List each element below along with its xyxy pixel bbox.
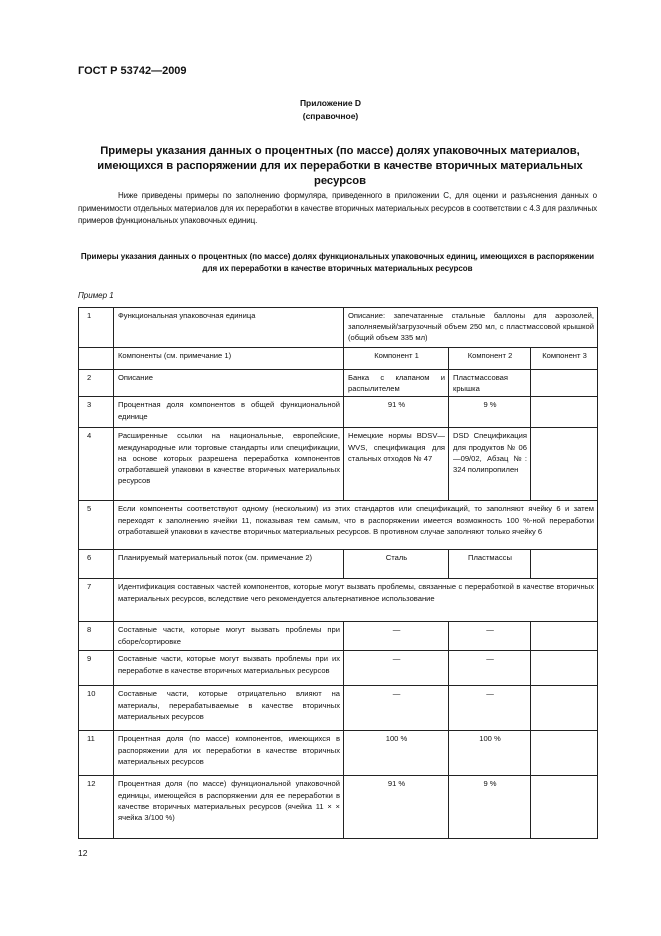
component-2-cell: 9 % [449, 397, 531, 428]
component-3-cell [531, 651, 598, 686]
appendix-title: Приложение D [299, 98, 362, 108]
row-label: Процентная доля (по массе) функциональной упаковочной единицы, имеющейся в распоряжении для ее переработки в качестве вторичных материальных ресурсов (ячейка 11 × × ячейка 3/100 %) [114, 776, 344, 839]
component-3-cell [531, 731, 598, 776]
table-row [79, 651, 598, 686]
row-number: 8 [79, 622, 114, 651]
row-number: 3 [79, 397, 114, 428]
component-1-cell: Немецкие нормы BDSV—WVS, спецификация для стальных отходов № 47 [344, 428, 449, 501]
component-2-cell: Пластмассы [449, 550, 531, 579]
table-row [79, 370, 598, 397]
row-number: 12 [79, 776, 114, 839]
component-1-cell: 91 % [344, 397, 449, 428]
table-row [79, 686, 598, 731]
intro-paragraph: Ниже приведены примеры по заполнению формуляра, приведенного в приложении С, для оценки и разъяснения данных о применимости отдельных материалов для их переработки в качестве вторичных материальных ресурсов в соответствии с 4.3 для различных примеров функциональных упаковочных единиц. [78, 191, 597, 225]
table-row [79, 501, 598, 550]
page-title: Примеры указания данных о процентных (по массе) долях упаковочных материалов, имеющихся в распоряжении для их переработки в качестве вторичных материальных ресурсов [97, 145, 583, 187]
component-2-cell: — [449, 622, 531, 651]
row-number: 2 [79, 370, 114, 397]
row-number [79, 348, 114, 370]
component-1-cell: Сталь [344, 550, 449, 579]
table-row [79, 397, 598, 428]
row-label: Планируемый материальный поток (см. примечание 2) [114, 550, 344, 579]
component-3-cell [531, 397, 598, 428]
component-2-cell: 9 % [449, 776, 531, 839]
table-row [79, 622, 598, 651]
component-2-cell: — [449, 686, 531, 731]
row-number: 4 [79, 428, 114, 501]
instruction-text: Идентификация составных частей компонентов, которые могут вызвать проблемы, связанные с переработкой в качестве вторичных материальных ресурсов, вследствие чего рекомендуется альтернативное использование [114, 579, 598, 622]
row-label: Функциональная упаковочная единица [114, 308, 344, 348]
appendix-type: (справочное) [302, 111, 359, 121]
example-label: Пример 1 [78, 291, 114, 300]
row-number: 1 [79, 308, 114, 348]
table-row [79, 348, 598, 370]
component-1-cell: 91 % [344, 776, 449, 839]
component-3-cell [531, 550, 598, 579]
component-3-cell [531, 686, 598, 731]
row-number: 10 [79, 686, 114, 731]
component-1-header: Компонент 1 [344, 348, 449, 370]
row-label: Процентная доля компонентов в общей функциональной единице [114, 397, 344, 428]
row-label: Расширенные ссылки на национальные, европейские, международные или торговые стандарты или спецификации, на основе которых разрешена переработка компонентов отработавшей упаковки в качестве вторичных материальных ресурсов [114, 428, 344, 501]
component-3-header: Компонент 3 [531, 348, 598, 370]
component-3-cell [531, 370, 598, 397]
row-label: Описание [114, 370, 344, 397]
component-1-cell: — [344, 651, 449, 686]
section-subtitle: Примеры указания данных о процентных (по массе) долях функциональных упаковочных единиц, имеющихся в распоряжении для их переработки в качестве вторичных материальных ресурсов [80, 252, 595, 273]
row-label: Составные части, которые могут вызвать проблемы при сборе/сортировке [114, 622, 344, 651]
table-row [79, 579, 598, 622]
row-number: 5 [79, 501, 114, 550]
appendix-heading [0, 97, 661, 123]
component-1-cell: 100 % [344, 731, 449, 776]
instruction-text: Если компоненты соответствуют одному (нескольким) из этих стандартов или спецификаций, то заполняют ячейку 6 и затем переходят к заполнению ячейки 11, показывая тем самым, что в распоряжении имеется возможность 100 %-ной переработки отработавшей упаковки в качестве вторичных материальных ресурсов. В противном случае заполняют только ячейку 6 [114, 501, 598, 550]
component-2-cell: 100 % [449, 731, 531, 776]
table-row [79, 731, 598, 776]
component-1-cell: Банка с клапаном и распылителем [344, 370, 449, 397]
row-number: 9 [79, 651, 114, 686]
unit-description: Описание: запечатанные стальные баллоны для аэрозолей, заполняемый/загрузочный объем 250 мл, с пластмассовой крышкой (общий объем 335 мл) [344, 308, 598, 348]
table-row [79, 776, 598, 839]
table-row [79, 308, 598, 348]
row-number: 7 [79, 579, 114, 622]
row-label: Составные части, которые могут вызвать проблемы при их переработке в качестве вторичных материальных ресурсов [114, 651, 344, 686]
row-label: Процентная доля (по массе) компонентов, имеющихся в распоряжении для их переработки в качестве вторичных материальных ресурсов [114, 731, 344, 776]
component-3-cell [531, 776, 598, 839]
page-number: 12 [78, 848, 88, 858]
component-3-cell [531, 428, 598, 501]
document-header: ГОСТ Р 53742—2009 [78, 65, 187, 77]
example-table [78, 307, 598, 839]
component-1-cell: — [344, 686, 449, 731]
component-2-header: Компонент 2 [449, 348, 531, 370]
component-3-cell [531, 622, 598, 651]
row-number: 6 [79, 550, 114, 579]
component-2-cell: — [449, 651, 531, 686]
component-2-cell: Пластмассовая крышка [449, 370, 531, 397]
component-2-cell: DSD Спецификация для продуктов № 06—09/02, Абзац №: 324 полипропилен [449, 428, 531, 501]
table-row [79, 550, 598, 579]
table-row [79, 428, 598, 501]
component-1-cell: — [344, 622, 449, 651]
row-label: Компоненты (см. примечание 1) [114, 348, 344, 370]
row-label: Составные части, которые отрицательно влияют на материалы, перерабатываемые в качестве вторичных материальных ресурсов [114, 686, 344, 731]
row-number: 11 [79, 731, 114, 776]
